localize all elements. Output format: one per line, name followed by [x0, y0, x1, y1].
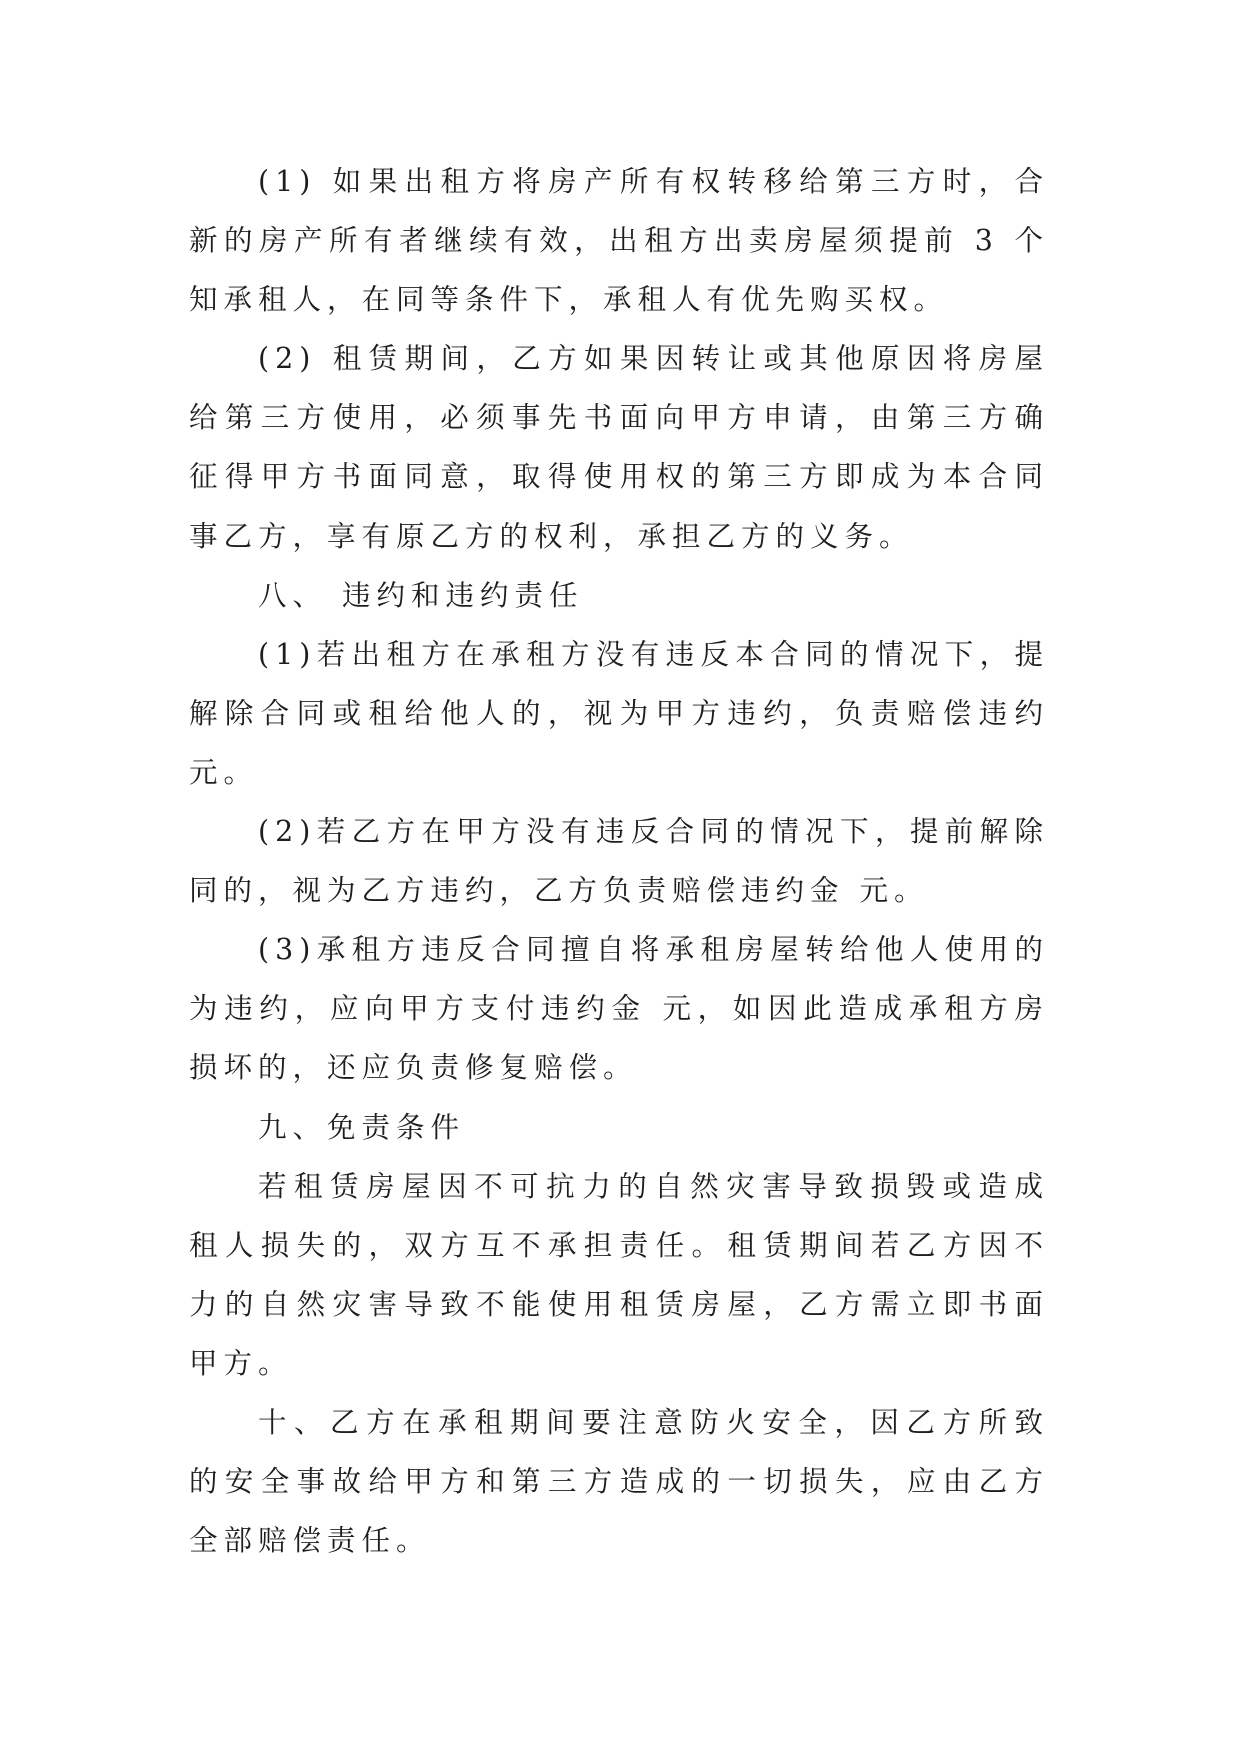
text-line: 甲方。 [189, 1346, 293, 1380]
text-line: (2)若乙方在甲方没有违反合同的情况下，提前解除 [258, 815, 1049, 849]
text-line: 全部赔偿责任。 [189, 1524, 431, 1558]
text-line: 若租赁房屋因不可抗力的自然灾害导致损毁或造成 [258, 1169, 1049, 1203]
text-line: 力的自然灾害导致不能使用租赁房屋，乙方需立即书面 [189, 1287, 1049, 1321]
text-line: 损坏的，还应负责修复赔偿。 [189, 1051, 638, 1085]
text-line: 知承租人，在同等条件下，承租人有优先购买权。 [189, 283, 949, 317]
text-line: (2) 租赁期间，乙方如果因转让或其他原因将房屋 [258, 342, 1049, 376]
text-line: 租人损失的，双方互不承担责任。租赁期间若乙方因不 [189, 1228, 1049, 1262]
text-line: 元。 [189, 755, 259, 789]
text-line: (1) 如果出租方将房产所有权转移给第三方时，合 [258, 165, 1049, 198]
section-heading: 九、免责条件 [258, 1110, 466, 1144]
text-line: 为违约，应向甲方支付违约金 元，如因此造成承租方房 [189, 992, 1049, 1026]
text-line: 的安全事故给甲方和第三方造成的一切损失，应由乙方 [189, 1465, 1049, 1499]
text-line: 同的，视为乙方违约，乙方负责赔偿违约金 元。 [189, 874, 929, 908]
text-line: 事乙方，享有原乙方的权利，承担乙方的义务。 [189, 519, 914, 553]
section-heading: 八、 违约和违约责任 [258, 578, 584, 612]
text-line: 征得甲方书面同意，取得使用权的第三方即成为本合同 [189, 460, 1049, 494]
text-line: 给第三方使用，必须事先书面向甲方申请，由第三方确 [189, 401, 1049, 435]
text-line: 十、乙方在承租期间要注意防火安全，因乙方所致 [258, 1405, 1049, 1439]
text-line: 解除合同或租给他人的，视为甲方违约，负责赔偿违约 [189, 696, 1049, 730]
text-line: (1)若出租方在承租方没有违反本合同的情况下，提 [258, 637, 1049, 671]
contract-text [189, 152, 1049, 1570]
text-line: (3)承租方违反合同擅自将承租房屋转给他人使用的 [258, 933, 1049, 967]
text-line: 新的房产所有者继续有效，出租方出卖房屋须提前 3 个 [189, 224, 1049, 258]
